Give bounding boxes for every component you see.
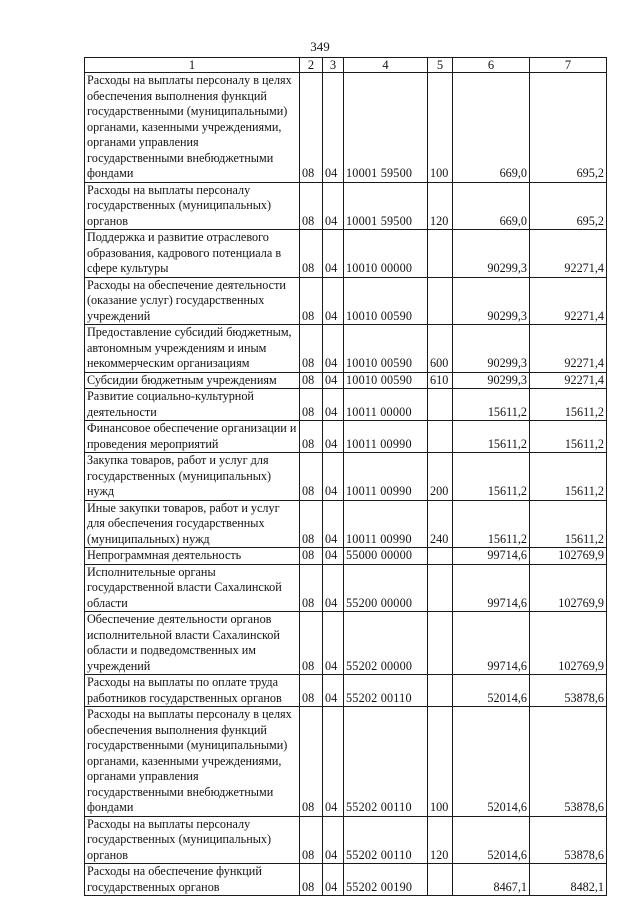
- row-subsection: 04: [323, 816, 344, 864]
- row-expense-type: [428, 675, 453, 707]
- row-name: Субсидии бюджетным учреждениям: [85, 372, 300, 389]
- row-name: Финансовое обеспечение организации и проведения мероприятий: [85, 421, 300, 453]
- row-section: 08: [300, 707, 323, 817]
- row-target-code: 55202 00110: [344, 816, 428, 864]
- table-body: [85, 73, 607, 896]
- row-value-year2: 102769,9: [530, 612, 607, 675]
- header-col-3: 3: [323, 58, 344, 73]
- table-row: [85, 548, 607, 565]
- row-section: 08: [300, 675, 323, 707]
- row-target-code: 10001 59500: [344, 182, 428, 230]
- row-value-year2: 15611,2: [530, 453, 607, 501]
- table-row: [85, 277, 607, 325]
- row-value-year2: 695,2: [530, 182, 607, 230]
- row-expense-type: 120: [428, 816, 453, 864]
- row-target-code: 10011 00990: [344, 453, 428, 501]
- row-subsection: 04: [323, 73, 344, 183]
- row-section: 08: [300, 372, 323, 389]
- row-value-year1: 90299,3: [453, 277, 530, 325]
- row-value-year2: 92271,4: [530, 325, 607, 373]
- table-row: [85, 707, 607, 817]
- row-value-year2: 15611,2: [530, 389, 607, 421]
- row-value-year2: 53878,6: [530, 816, 607, 864]
- budget-table: [84, 57, 607, 896]
- row-name: Исполнительные органы государственной власти Сахалинской области: [85, 564, 300, 612]
- row-name: Расходы на обеспечение деятельности (оказание услуг) государственных учреждений: [85, 277, 300, 325]
- row-name: Обеспечение деятельности органов исполнительной власти Сахалинской области и подведомственных им учреждений: [85, 612, 300, 675]
- row-value-year2: 15611,2: [530, 500, 607, 548]
- row-section: 08: [300, 325, 323, 373]
- table-row: [85, 73, 607, 183]
- row-section: 08: [300, 453, 323, 501]
- row-subsection: 04: [323, 182, 344, 230]
- row-expense-type: [428, 421, 453, 453]
- row-section: 08: [300, 548, 323, 565]
- row-value-year1: 15611,2: [453, 453, 530, 501]
- row-value-year1: 8467,1: [453, 864, 530, 896]
- row-value-year2: 92271,4: [530, 230, 607, 278]
- row-target-code: 55202 00190: [344, 864, 428, 896]
- row-section: 08: [300, 564, 323, 612]
- table-row: [85, 372, 607, 389]
- row-name: Развитие социально-культурной деятельности: [85, 389, 300, 421]
- row-section: 08: [300, 816, 323, 864]
- header-col-2: 2: [300, 58, 323, 73]
- row-subsection: 04: [323, 421, 344, 453]
- row-value-year1: 15611,2: [453, 389, 530, 421]
- row-target-code: 10011 00990: [344, 500, 428, 548]
- row-expense-type: 200: [428, 453, 453, 501]
- row-name: Поддержка и развитие отраслевого образования, кадрового потенциала в сфере культуры: [85, 230, 300, 278]
- row-name: Расходы на обеспечение функций государственных органов: [85, 864, 300, 896]
- row-value-year1: 52014,6: [453, 675, 530, 707]
- row-name: Расходы на выплаты персоналу в целях обеспечения выполнения функций государственными (муниципальными) органами, казенными учреждениями, органами управления государственными внебюджетными фондами: [85, 707, 300, 817]
- row-value-year1: 90299,3: [453, 325, 530, 373]
- row-subsection: 04: [323, 325, 344, 373]
- row-value-year1: 52014,6: [453, 707, 530, 817]
- row-target-code: 10010 00590: [344, 372, 428, 389]
- row-section: 08: [300, 73, 323, 183]
- table-row: [85, 325, 607, 373]
- row-value-year1: 15611,2: [453, 500, 530, 548]
- row-subsection: 04: [323, 612, 344, 675]
- table-row: [85, 816, 607, 864]
- row-expense-type: 610: [428, 372, 453, 389]
- row-name: Расходы на выплаты по оплате труда работников государственных органов: [85, 675, 300, 707]
- row-subsection: 04: [323, 707, 344, 817]
- table-row: [85, 612, 607, 675]
- row-section: 08: [300, 500, 323, 548]
- row-section: 08: [300, 230, 323, 278]
- row-subsection: 04: [323, 548, 344, 565]
- row-subsection: 04: [323, 372, 344, 389]
- row-name: Иные закупки товаров, работ и услуг для обеспечения государственных (муниципальных) нужд: [85, 500, 300, 548]
- table-header: [85, 58, 607, 73]
- row-name: Расходы на выплаты персоналу государственных (муниципальных) органов: [85, 182, 300, 230]
- row-subsection: 04: [323, 277, 344, 325]
- row-target-code: 10010 00590: [344, 325, 428, 373]
- row-target-code: 10001 59500: [344, 73, 428, 183]
- row-subsection: 04: [323, 230, 344, 278]
- row-target-code: 10011 00990: [344, 421, 428, 453]
- row-value-year2: 695,2: [530, 73, 607, 183]
- row-subsection: 04: [323, 564, 344, 612]
- header-col-5: 5: [428, 58, 453, 73]
- row-expense-type: [428, 864, 453, 896]
- row-value-year2: 53878,6: [530, 707, 607, 817]
- table-row: [85, 182, 607, 230]
- row-name: Закупка товаров, работ и услуг для государственных (муниципальных) нужд: [85, 453, 300, 501]
- row-subsection: 04: [323, 675, 344, 707]
- row-value-year1: 669,0: [453, 182, 530, 230]
- table-row: [85, 500, 607, 548]
- row-expense-type: [428, 230, 453, 278]
- row-section: 08: [300, 612, 323, 675]
- table-row: [85, 389, 607, 421]
- row-value-year2: 8482,1: [530, 864, 607, 896]
- table-row: [85, 453, 607, 501]
- header-col-7: 7: [530, 58, 607, 73]
- row-value-year2: 53878,6: [530, 675, 607, 707]
- row-expense-type: [428, 564, 453, 612]
- row-expense-type: 600: [428, 325, 453, 373]
- row-expense-type: [428, 277, 453, 325]
- header-col-4: 4: [344, 58, 428, 73]
- row-subsection: 04: [323, 864, 344, 896]
- row-name: Расходы на выплаты персоналу в целях обеспечения выполнения функций государственными (муниципальными) органами, казенными учреждениями, органами управления государственными внебюджетными фондами: [85, 73, 300, 183]
- row-value-year1: 99714,6: [453, 612, 530, 675]
- row-expense-type: [428, 389, 453, 421]
- header-col-6: 6: [453, 58, 530, 73]
- row-value-year2: 102769,9: [530, 564, 607, 612]
- row-section: 08: [300, 389, 323, 421]
- page-number: 349: [310, 39, 330, 54]
- row-name: Непрограммная деятельность: [85, 548, 300, 565]
- table-row: [85, 230, 607, 278]
- row-name: Расходы на выплаты персоналу государственных (муниципальных) органов: [85, 816, 300, 864]
- row-section: 08: [300, 421, 323, 453]
- row-expense-type: 100: [428, 707, 453, 817]
- row-value-year1: 15611,2: [453, 421, 530, 453]
- row-target-code: 55000 00000: [344, 548, 428, 565]
- row-expense-type: [428, 548, 453, 565]
- row-value-year2: 102769,9: [530, 548, 607, 565]
- row-target-code: 10010 00000: [344, 230, 428, 278]
- row-value-year1: 90299,3: [453, 372, 530, 389]
- row-value-year2: 92271,4: [530, 372, 607, 389]
- row-target-code: 55202 00000: [344, 612, 428, 675]
- row-value-year1: 99714,6: [453, 564, 530, 612]
- row-value-year1: 669,0: [453, 73, 530, 183]
- row-subsection: 04: [323, 500, 344, 548]
- row-subsection: 04: [323, 389, 344, 421]
- row-target-code: 55200 00000: [344, 564, 428, 612]
- row-value-year1: 99714,6: [453, 548, 530, 565]
- row-section: 08: [300, 182, 323, 230]
- row-target-code: 10010 00590: [344, 277, 428, 325]
- table-row: [85, 864, 607, 896]
- row-name: Предоставление субсидий бюджетным, автономным учреждениям и иным некоммерческим организациям: [85, 325, 300, 373]
- row-section: 08: [300, 864, 323, 896]
- row-value-year1: 52014,6: [453, 816, 530, 864]
- row-expense-type: 240: [428, 500, 453, 548]
- row-section: 08: [300, 277, 323, 325]
- row-value-year2: 92271,4: [530, 277, 607, 325]
- table-row: [85, 564, 607, 612]
- row-expense-type: 100: [428, 73, 453, 183]
- row-value-year2: 15611,2: [530, 421, 607, 453]
- row-value-year1: 90299,3: [453, 230, 530, 278]
- table-row: [85, 421, 607, 453]
- row-expense-type: [428, 612, 453, 675]
- header-col-1: 1: [85, 58, 300, 73]
- row-expense-type: 120: [428, 182, 453, 230]
- row-target-code: 55202 00110: [344, 707, 428, 817]
- table-row: [85, 675, 607, 707]
- row-target-code: 55202 00110: [344, 675, 428, 707]
- row-subsection: 04: [323, 453, 344, 501]
- header-row: [85, 58, 607, 73]
- row-target-code: 10011 00000: [344, 389, 428, 421]
